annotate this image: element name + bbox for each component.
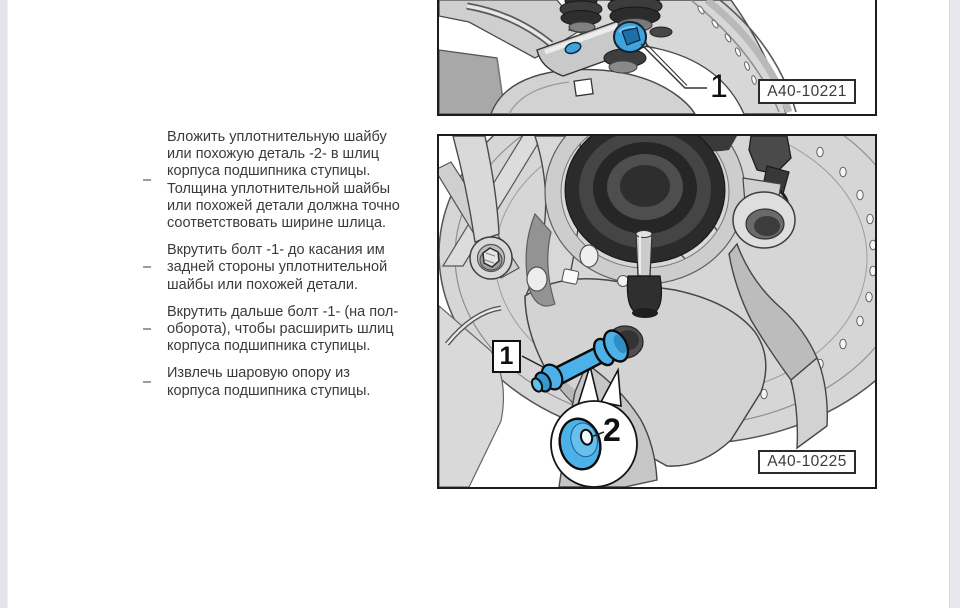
text-line: соответствовать ширине шлица. [167,215,387,232]
figure-top-illustration [437,0,877,116]
text-line: Толщина уплотнительной шайбы [167,180,391,197]
figure-code-label: A40-10221 [758,79,856,104]
text-line: оборота), чтобы расширить шлиц [167,321,394,338]
text-line: или похожую деталь -2- в шлиц [167,146,380,163]
text-line: корпуса подшипника ступицы. [167,163,371,180]
instruction-list [143,129,443,410]
text-line: Вкрутить дальше болт -1- (на пол- [167,303,399,320]
text-line: корпуса подшипника ступицы. [167,338,371,355]
text-line: шайбы или похожей детали. [167,276,359,293]
text-line: задней стороны уплотнительной [167,259,388,276]
callout-number-1: 1 [710,68,728,104]
figure-bottom-illustration [437,134,877,489]
list-item [143,129,443,232]
text-line: Извлечь шаровую опору из [167,365,350,382]
list-item [143,242,443,294]
lower-arm-hook [491,70,695,115]
hub-carrier-illustration [439,136,875,487]
callout-number-1: 1 [492,340,521,373]
list-bullet: – [143,374,152,391]
list-bullet: – [143,259,152,276]
list-bullet: – [143,172,152,188]
figure-code-label: A40-10225 [758,450,856,474]
text-line: Вложить уплотнительную шайбу [167,129,387,145]
window-edge-strip [0,0,8,608]
text-line: Вкрутить болт -1- до касания им [167,242,385,259]
text-line: или похожей детали должна точно [167,197,400,214]
list-item [143,365,443,399]
scrollbar-track[interactable] [949,0,960,608]
text-line: корпуса подшипника ступицы. [167,382,371,399]
list-bullet: – [143,321,152,338]
list-item [143,304,443,356]
callout-number-2: 2 [603,412,621,448]
